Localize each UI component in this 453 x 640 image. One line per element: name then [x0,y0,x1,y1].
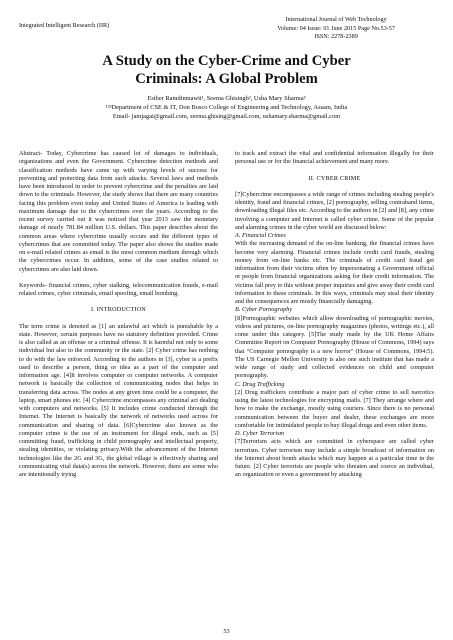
page-number: 53 [223,628,230,635]
paper-title-line-1: A Study on the Cyber-Crime and Cyber [102,53,351,69]
author-names: Esther Ramdinmawii¹, Seema Ghisingh², Usha Mary Sharma³ [147,95,306,102]
left-column [19,150,218,479]
subheading-cyber-terrorism: D. Cyber Terrorism [235,430,285,437]
journal-volume: Volume: 04 Issue: 01 June 2015 Page No.53-57 [277,24,395,32]
drug-trafficking-text: [2] Drug traffickers contribute a major part of cyber crime to sell narcotics using the latest technologies for encrypting mails. [7] They arrange where and how to make the exchange, mostly using couriers. Since there is no personal communication between the buyer and dealer, these exchanges are more comfortable for intimidated people to buy illegal drugs and even other items. [235,388,434,429]
right-column [235,150,434,480]
author-emails: Email- jamjagai@gmail.com, seema.ghising@gmail.com, ushamary.sharma@gmail.com [112,112,341,120]
keywords: Keywords- financial crimes, cyber stalking, telecommunication frauds, e-mail related crimes, cyber criminals, email spoofing, email bombing. [19,281,218,297]
publisher-header: Integrated Intelligent Research (IIR) [19,22,110,29]
author-block [0,95,453,121]
introduction-text: The term crime is denoted as [1] an unlawful act which is punishable by a state. However, certain purposes have no statutory definition provided. Crime is also called as an offense or a criminal offense. It is harmful not only to some individual but also to the community or the state. [2] Cyber crime has nothing to do with the law enforced. According to the authors in [3], cyber is a prefix used to describe a person, thing or idea as a part of the computer and information age. [4]It involves computer or computer networks. A computer network is basically the collection of communicating nodes that helps in transferring data across. The nodes at any given time could be a computer, the laptop, smart phones etc. [4] Cybercrime encompasses any criminal act dealing with computers and networks. [5] It includes crime conducted through the Internet. The Internet is basically the network of networks used across for communication and sharing of data. [6]Cybercrime also known as the computer crime is the use of an instrument for illegal ends, such as [5] committing fraud, trafficking in child pornography and intellectual property, stealing identities, or violating privacy.With the advancement of the Internet technologies like the 2G and 3G, the global village is effectively sharing and communicating vital data(s) across the network. However, there are some who are intentionally trying [19,322,218,478]
journal-header [277,16,395,42]
introduction-continued: to track and extract the vital and confidential information illegally for their personal use or for the financial achievement and many more. [235,150,434,166]
cyber-terrorism-text: [7]Terrorism acts which are committed in cyberspace are called cyber terrorism. Cyber terrorism may include a simple broadcast of information on the Internet about bomb attacks which may happen at a particular time in the future. [2] Cyber terrorists are people who threaten and coerce an individual, an organization or even a government by attacking [235,438,434,479]
section-heading-introduction: I. INTRODUCTION [91,306,146,314]
financial-crimes-text: With the increasing demand of the on-line banking, the financial crimes have become very alarming. Financial crimes include credit card frauds, stealing money from on-line banks etc. The criminals of credit card fraud get information from their victims often by impersonating a Government official or people from financial organizations asking for their credit information. The victims fall prey to this without proper inquiries and give away their credit card information to these criminals. In this ways, criminals may steal their identity and the consequences are mostly financially damaging. [235,240,434,305]
cyber-crime-intro: [7]Cybercrime encompasses a wide range of crimes including stealing people's identity, fraud and financial crimes, [2] pornography, selling contraband items, downloading illegal files etc. According to the authors in [2] and [8], any crime involving a computer and Internet is called cyber crime. Some of the popular and alarming crimes in the cyber world are discussed below: [235,190,434,231]
subheading-financial-crimes: A. Financial Crimes [235,232,286,239]
journal-name: International Journal of Web Technology [285,16,387,23]
cyber-pornography-text: [8]Pornographic websites which allow downloading of pornographic movies, videos and pictures, on-line pornography magazines (photos, writings etc.), all come under this category. [5]The study made by the UK Home Affairs Committee Report on Computer Pornography (House of Commons, 1994) says that "Computer pornography is a new horror" (House of Commons, 1994:5). The US Carnegie Mellon University is also one such institute that has made a wide range of study and collected evidences on child and computer pornography. [235,314,434,380]
author-affiliation: ¹²³Department of CSE & IT, Don Bosco College of Engineering and Technology, Assam, India [105,103,348,111]
paper-title [0,52,453,88]
subheading-cyber-pornography: B. Cyber Pornography [235,306,293,314]
journal-issn: ISSN: 2278-2389 [314,33,358,41]
paper-title-line-2: Criminals: A Global Problem [135,71,318,87]
abstract: Abstract- Today, Cybercrime has caused lot of damages to individuals, organizations and even the Government. Cybercrime detection methods and classification methods have came up with varying levels of success for preventing and protecting data from such attacks. Several laws and methods have been introduced in order to prevent cybercrime and the penalties are laid down to the criminals. However, the study shows that there are many countries facing this problem even today and United States of America is leading with maximum damage due to the cybercrimes over the years. According to the recent survey carried out it was noticed that year 2013 saw the monetary damage of nearly 781.84 million U.S. dollars. This paper describes about the common areas where cybercrime usually occurs and the different types of cybercrimes that are committed today. The paper also shows the studies made on e-mail related crimes as email is the most common medium through which the cybercrimes occur. In addition, some of the case studies related to cybercrimes are also laid down. [19,150,218,273]
section-heading-cyber-crime: II. CYBER CRIME [308,174,361,182]
subheading-drug-trafficking: C. Drug Trafficking [235,380,285,388]
